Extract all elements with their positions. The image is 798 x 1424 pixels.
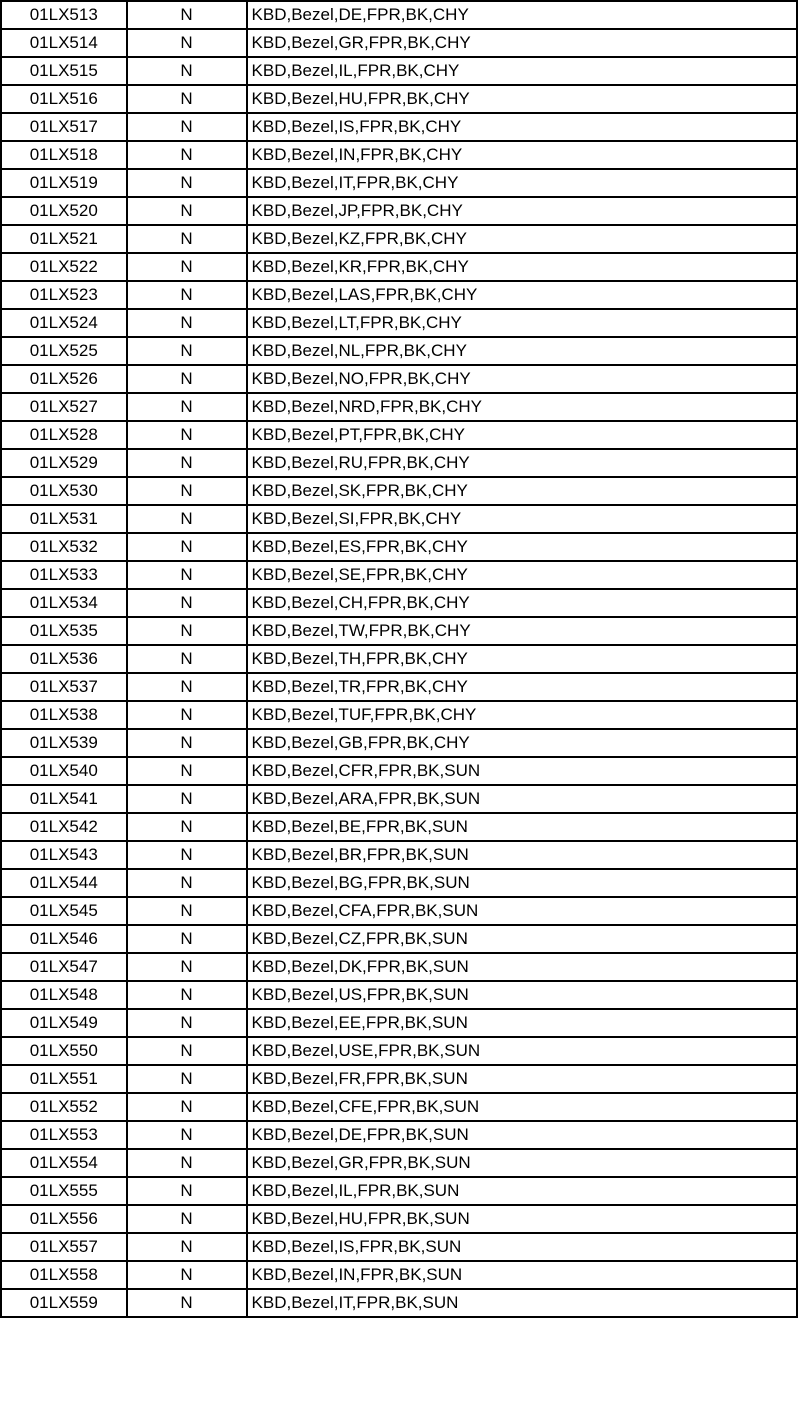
part-number-cell: 01LX521	[1, 225, 127, 253]
part-number-cell: 01LX541	[1, 785, 127, 813]
table-row	[1, 141, 797, 169]
table-row	[1, 589, 797, 617]
description-cell: KBD,Bezel,TR,FPR,BK,CHY	[247, 673, 797, 701]
flag-cell: N	[127, 1065, 247, 1093]
description-cell: KBD,Bezel,CFA,FPR,BK,SUN	[247, 897, 797, 925]
part-number-cell: 01LX539	[1, 729, 127, 757]
flag-cell: N	[127, 785, 247, 813]
description-cell: KBD,Bezel,TW,FPR,BK,CHY	[247, 617, 797, 645]
table-row	[1, 561, 797, 589]
description-cell: KBD,Bezel,TUF,FPR,BK,CHY	[247, 701, 797, 729]
flag-cell: N	[127, 841, 247, 869]
part-number-cell: 01LX533	[1, 561, 127, 589]
flag-cell: N	[127, 1037, 247, 1065]
table-row	[1, 337, 797, 365]
description-cell: KBD,Bezel,ES,FPR,BK,CHY	[247, 533, 797, 561]
part-number-cell: 01LX524	[1, 309, 127, 337]
table-row	[1, 1065, 797, 1093]
description-cell: KBD,Bezel,LAS,FPR,BK,CHY	[247, 281, 797, 309]
flag-cell: N	[127, 337, 247, 365]
part-number-cell: 01LX543	[1, 841, 127, 869]
table-row	[1, 981, 797, 1009]
description-cell: KBD,Bezel,IN,FPR,BK,CHY	[247, 141, 797, 169]
flag-cell: N	[127, 869, 247, 897]
description-cell: KBD,Bezel,BE,FPR,BK,SUN	[247, 813, 797, 841]
flag-cell: N	[127, 505, 247, 533]
flag-cell: N	[127, 1289, 247, 1317]
part-number-cell: 01LX535	[1, 617, 127, 645]
flag-cell: N	[127, 1205, 247, 1233]
table-row	[1, 1149, 797, 1177]
part-number-cell: 01LX554	[1, 1149, 127, 1177]
description-cell: KBD,Bezel,JP,FPR,BK,CHY	[247, 197, 797, 225]
table-row	[1, 1261, 797, 1289]
description-cell: KBD,Bezel,US,FPR,BK,SUN	[247, 981, 797, 1009]
part-number-cell: 01LX550	[1, 1037, 127, 1065]
flag-cell: N	[127, 981, 247, 1009]
flag-cell: N	[127, 897, 247, 925]
description-cell: KBD,Bezel,USE,FPR,BK,SUN	[247, 1037, 797, 1065]
part-number-cell: 01LX548	[1, 981, 127, 1009]
flag-cell: N	[127, 253, 247, 281]
description-cell: KBD,Bezel,GB,FPR,BK,CHY	[247, 729, 797, 757]
part-number-cell: 01LX532	[1, 533, 127, 561]
table-row	[1, 1, 797, 29]
description-cell: KBD,Bezel,BG,FPR,BK,SUN	[247, 869, 797, 897]
table-row	[1, 225, 797, 253]
description-cell: KBD,Bezel,HU,FPR,BK,CHY	[247, 85, 797, 113]
table-row	[1, 477, 797, 505]
flag-cell: N	[127, 673, 247, 701]
description-cell: KBD,Bezel,NL,FPR,BK,CHY	[247, 337, 797, 365]
flag-cell: N	[127, 813, 247, 841]
part-number-cell: 01LX514	[1, 29, 127, 57]
description-cell: KBD,Bezel,LT,FPR,BK,CHY	[247, 309, 797, 337]
description-cell: KBD,Bezel,DE,FPR,BK,SUN	[247, 1121, 797, 1149]
description-cell: KBD,Bezel,TH,FPR,BK,CHY	[247, 645, 797, 673]
table-row	[1, 897, 797, 925]
flag-cell: N	[127, 533, 247, 561]
flag-cell: N	[127, 1149, 247, 1177]
description-cell: KBD,Bezel,CFR,FPR,BK,SUN	[247, 757, 797, 785]
table-row	[1, 393, 797, 421]
table-row	[1, 1037, 797, 1065]
table-row	[1, 1177, 797, 1205]
table-row	[1, 113, 797, 141]
part-number-cell: 01LX534	[1, 589, 127, 617]
description-cell: KBD,Bezel,CZ,FPR,BK,SUN	[247, 925, 797, 953]
table-row	[1, 1205, 797, 1233]
part-number-cell: 01LX513	[1, 1, 127, 29]
flag-cell: N	[127, 225, 247, 253]
table-row	[1, 701, 797, 729]
part-number-cell: 01LX558	[1, 1261, 127, 1289]
flag-cell: N	[127, 113, 247, 141]
part-number-cell: 01LX520	[1, 197, 127, 225]
description-cell: KBD,Bezel,NO,FPR,BK,CHY	[247, 365, 797, 393]
part-number-cell: 01LX519	[1, 169, 127, 197]
description-cell: KBD,Bezel,IT,FPR,BK,SUN	[247, 1289, 797, 1317]
table-row	[1, 925, 797, 953]
table-row	[1, 533, 797, 561]
description-cell: KBD,Bezel,GR,FPR,BK,CHY	[247, 29, 797, 57]
flag-cell: N	[127, 169, 247, 197]
table-row	[1, 953, 797, 981]
table-row	[1, 421, 797, 449]
table-row	[1, 449, 797, 477]
flag-cell: N	[127, 729, 247, 757]
part-number-cell: 01LX557	[1, 1233, 127, 1261]
flag-cell: N	[127, 1121, 247, 1149]
flag-cell: N	[127, 309, 247, 337]
description-cell: KBD,Bezel,PT,FPR,BK,CHY	[247, 421, 797, 449]
table-row	[1, 869, 797, 897]
description-cell: KBD,Bezel,IT,FPR,BK,CHY	[247, 169, 797, 197]
part-number-cell: 01LX529	[1, 449, 127, 477]
flag-cell: N	[127, 141, 247, 169]
part-number-cell: 01LX527	[1, 393, 127, 421]
part-number-cell: 01LX526	[1, 365, 127, 393]
table-row	[1, 813, 797, 841]
description-cell: KBD,Bezel,CFE,FPR,BK,SUN	[247, 1093, 797, 1121]
table-row	[1, 729, 797, 757]
table-row	[1, 169, 797, 197]
part-number-cell: 01LX553	[1, 1121, 127, 1149]
flag-cell: N	[127, 57, 247, 85]
part-number-cell: 01LX540	[1, 757, 127, 785]
description-cell: KBD,Bezel,CH,FPR,BK,CHY	[247, 589, 797, 617]
part-number-cell: 01LX544	[1, 869, 127, 897]
flag-cell: N	[127, 197, 247, 225]
part-number-cell: 01LX551	[1, 1065, 127, 1093]
table-row	[1, 1233, 797, 1261]
flag-cell: N	[127, 617, 247, 645]
part-number-cell: 01LX515	[1, 57, 127, 85]
part-number-cell: 01LX517	[1, 113, 127, 141]
part-number-cell: 01LX525	[1, 337, 127, 365]
flag-cell: N	[127, 365, 247, 393]
description-cell: KBD,Bezel,BR,FPR,BK,SUN	[247, 841, 797, 869]
description-cell: KBD,Bezel,IS,FPR,BK,SUN	[247, 1233, 797, 1261]
part-number-cell: 01LX542	[1, 813, 127, 841]
table-row	[1, 29, 797, 57]
table-row	[1, 197, 797, 225]
flag-cell: N	[127, 701, 247, 729]
description-cell: KBD,Bezel,IL,FPR,BK,CHY	[247, 57, 797, 85]
table-row	[1, 645, 797, 673]
flag-cell: N	[127, 85, 247, 113]
flag-cell: N	[127, 925, 247, 953]
description-cell: KBD,Bezel,IS,FPR,BK,CHY	[247, 113, 797, 141]
table-row	[1, 1289, 797, 1317]
table-row	[1, 365, 797, 393]
description-cell: KBD,Bezel,RU,FPR,BK,CHY	[247, 449, 797, 477]
part-number-cell: 01LX522	[1, 253, 127, 281]
flag-cell: N	[127, 393, 247, 421]
description-cell: KBD,Bezel,GR,FPR,BK,SUN	[247, 1149, 797, 1177]
table-row	[1, 309, 797, 337]
table-row	[1, 281, 797, 309]
flag-cell: N	[127, 421, 247, 449]
flag-cell: N	[127, 1009, 247, 1037]
table-row	[1, 57, 797, 85]
table-row	[1, 85, 797, 113]
part-number-cell: 01LX552	[1, 1093, 127, 1121]
description-cell: KBD,Bezel,HU,FPR,BK,SUN	[247, 1205, 797, 1233]
table-row	[1, 841, 797, 869]
description-cell: KBD,Bezel,KR,FPR,BK,CHY	[247, 253, 797, 281]
part-number-cell: 01LX523	[1, 281, 127, 309]
flag-cell: N	[127, 589, 247, 617]
flag-cell: N	[127, 477, 247, 505]
description-cell: KBD,Bezel,SI,FPR,BK,CHY	[247, 505, 797, 533]
description-cell: KBD,Bezel,SE,FPR,BK,CHY	[247, 561, 797, 589]
description-cell: KBD,Bezel,DE,FPR,BK,CHY	[247, 1, 797, 29]
flag-cell: N	[127, 1233, 247, 1261]
description-cell: KBD,Bezel,KZ,FPR,BK,CHY	[247, 225, 797, 253]
table-row	[1, 253, 797, 281]
part-number-cell: 01LX555	[1, 1177, 127, 1205]
table-row	[1, 505, 797, 533]
part-number-cell: 01LX547	[1, 953, 127, 981]
flag-cell: N	[127, 1, 247, 29]
flag-cell: N	[127, 561, 247, 589]
description-cell: KBD,Bezel,DK,FPR,BK,SUN	[247, 953, 797, 981]
table-row	[1, 1093, 797, 1121]
flag-cell: N	[127, 1261, 247, 1289]
part-number-cell: 01LX545	[1, 897, 127, 925]
table-row	[1, 1009, 797, 1037]
part-number-cell: 01LX559	[1, 1289, 127, 1317]
part-number-cell: 01LX516	[1, 85, 127, 113]
flag-cell: N	[127, 1177, 247, 1205]
part-number-cell: 01LX546	[1, 925, 127, 953]
part-number-cell: 01LX530	[1, 477, 127, 505]
flag-cell: N	[127, 757, 247, 785]
description-cell: KBD,Bezel,NRD,FPR,BK,CHY	[247, 393, 797, 421]
part-number-cell: 01LX536	[1, 645, 127, 673]
part-number-cell: 01LX537	[1, 673, 127, 701]
part-number-cell: 01LX531	[1, 505, 127, 533]
flag-cell: N	[127, 281, 247, 309]
parts-table-body	[1, 1, 797, 1317]
part-number-cell: 01LX528	[1, 421, 127, 449]
table-row	[1, 617, 797, 645]
description-cell: KBD,Bezel,IL,FPR,BK,SUN	[247, 1177, 797, 1205]
description-cell: KBD,Bezel,FR,FPR,BK,SUN	[247, 1065, 797, 1093]
description-cell: KBD,Bezel,EE,FPR,BK,SUN	[247, 1009, 797, 1037]
table-row	[1, 785, 797, 813]
table-row	[1, 673, 797, 701]
flag-cell: N	[127, 29, 247, 57]
part-number-cell: 01LX538	[1, 701, 127, 729]
part-number-cell: 01LX549	[1, 1009, 127, 1037]
flag-cell: N	[127, 953, 247, 981]
part-number-cell: 01LX518	[1, 141, 127, 169]
flag-cell: N	[127, 645, 247, 673]
part-number-cell: 01LX556	[1, 1205, 127, 1233]
description-cell: KBD,Bezel,ARA,FPR,BK,SUN	[247, 785, 797, 813]
table-row	[1, 1121, 797, 1149]
table-row	[1, 757, 797, 785]
description-cell: KBD,Bezel,IN,FPR,BK,SUN	[247, 1261, 797, 1289]
flag-cell: N	[127, 449, 247, 477]
description-cell: KBD,Bezel,SK,FPR,BK,CHY	[247, 477, 797, 505]
flag-cell: N	[127, 1093, 247, 1121]
